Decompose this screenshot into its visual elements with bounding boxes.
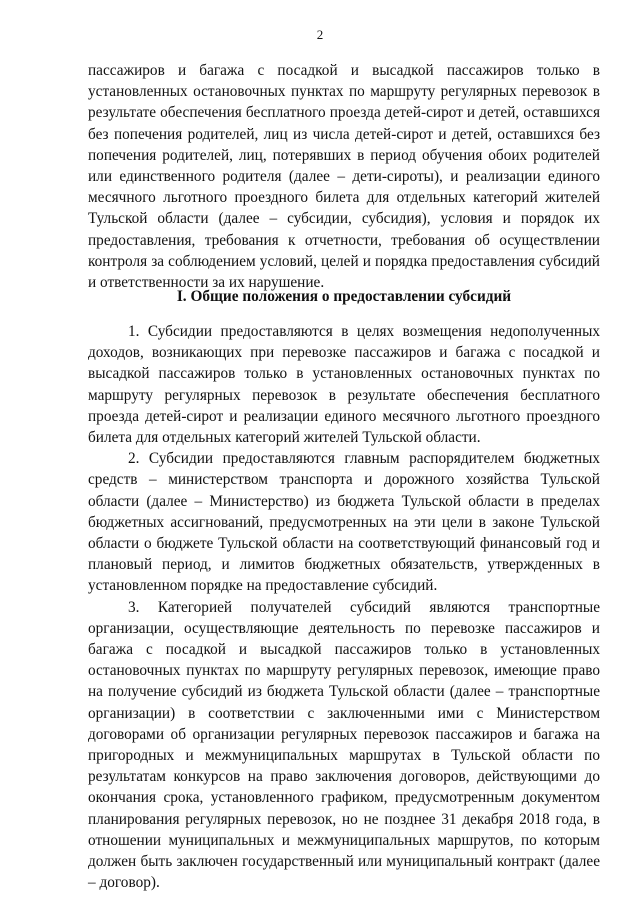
section-heading: I. Общие положения о предоставлении субсидий (176, 288, 512, 305)
paragraph-1: 1. Субсидии предоставляются в целях возмещения недополученных доходов, возникающих при перевозке пассажиров и багажа с посадкой и высадкой пассажиров только в установленных остановочных пунктах по маршруту регулярных перевозок в результате обеспечения бесплатного проезда детей-сирот и реализации единого месячного льготного проездного билета для отдельных категорий жителей Тульской области. (88, 323, 600, 447)
section-body (88, 321, 600, 893)
paragraph-3: 3. Категорией получателей субсидий являются транспортные организации, осуществляющие деятельность по перевозке пассажиров и багажа с посадкой и высадкой пассажиров только в установленных остановочных пунктах по маршруту регулярных перевозок, имеющие право на получение субсидий из бюджета Тульской области (далее – транспортные организации) в соответствии с заключенными ими с Министерством договорами об организации регулярных перевозок пассажиров и багажа на пригородных и межмуниципальных маршрутах в Тульской области по результатам конкурсов на право заключения договоров, действующими до окончания срока, установленного графиком, предусмотренным документом планирования регулярных перевозок, но не позднее 31 декабря 2018 года, в отношении муниципальных и межмуниципальных маршрутов, по которым должен быть заключен государственный или муниципальный контракт (далее – договор). (88, 598, 600, 892)
paragraph-2: 2. Субсидии предоставляются главным распорядителем бюджетных средств – министерством транспорта и дорожного хозяйства Тульской области (далее – Министерство) из бюджета Тульской области в пределах бюджетных ассигнований, предусмотренных на эти цели в законе Тульской области о бюджете Тульской области на соответствующий финансовый год и плановый период, и лимитов бюджетных обязательств, утвержденных в установленном порядке на предоставление субсидий. (88, 450, 600, 595)
intro-block (88, 60, 600, 293)
intro-paragraph: пассажиров и багажа с посадкой и высадкой пассажиров только в установленных остановочных пунктах по маршруту регулярных перевозок в результате обеспечения бесплатного проезда детей-сирот и детей, оставшихся без попечения родителей, лиц из числа детей-сирот и детей, оставшихся без попечения родителей, лиц, потерявших в период обучения обоих родителей или единственного родителя (далее – дети-сироты), и реализации единого месячного льготного проездного билета для отдельных категорий жителей Тульской области (далее – субсидии, субсидия), условия и порядок их предоставления, требования к отчетности, требования об осуществлении контроля за соблюдением условий, целей и порядка предоставления субсидий и ответственности за их нарушение. (88, 62, 600, 292)
page-number: 2 (316, 27, 324, 42)
